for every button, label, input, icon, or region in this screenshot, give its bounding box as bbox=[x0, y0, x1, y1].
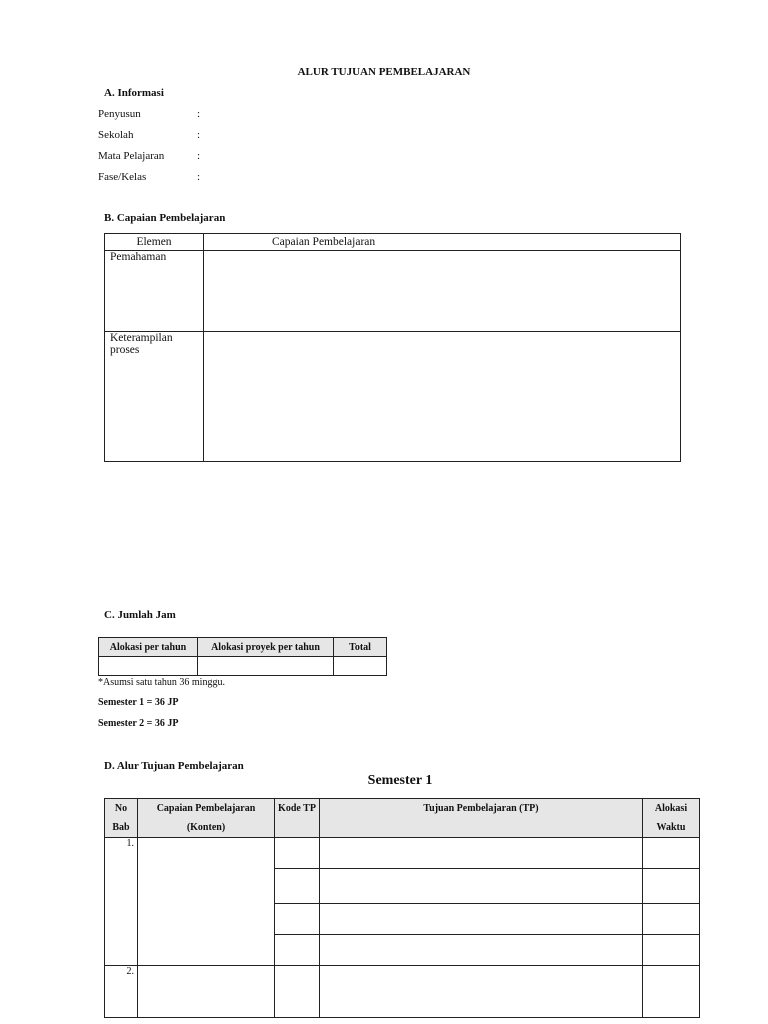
no-bab-cell: 1. bbox=[105, 838, 138, 966]
table-row bbox=[105, 251, 681, 332]
alokasi-tahun-cell bbox=[99, 657, 198, 676]
document-title: ALUR TUJUAN PEMBELAJARAN bbox=[297, 66, 471, 78]
header-tujuan-pembelajaran: Tujuan Pembelajaran (TP) bbox=[320, 799, 643, 838]
section-c-heading: C. Jumlah Jam bbox=[104, 609, 176, 621]
table-row bbox=[105, 966, 700, 1018]
table-header-row bbox=[105, 234, 681, 251]
info-label-sekolah: Sekolah bbox=[98, 129, 134, 141]
info-label-penyusun: Penyusun bbox=[98, 108, 141, 120]
elemen-cell: Pemahaman bbox=[105, 251, 204, 332]
info-label-mata-pelajaran: Mata Pelajaran bbox=[98, 150, 165, 162]
alokasi-cell bbox=[643, 904, 700, 935]
alokasi-cell bbox=[643, 869, 700, 904]
table-row bbox=[99, 657, 387, 676]
no-bab-cell: 2. bbox=[105, 966, 138, 1018]
tujuan-cell bbox=[320, 838, 643, 869]
header-no-bab: No Bab bbox=[105, 799, 138, 838]
capaian-table bbox=[104, 233, 681, 462]
capaian-konten-cell bbox=[138, 838, 275, 966]
asumsi-note: *Asumsi satu tahun 36 minggu. bbox=[98, 677, 225, 688]
alokasi-cell bbox=[643, 935, 700, 966]
section-d-heading: D. Alur Tujuan Pembelajaran bbox=[104, 760, 244, 772]
info-colon: : bbox=[197, 129, 201, 141]
header-capaian: Capaian Pembelajaran bbox=[204, 234, 681, 251]
section-a-heading: A. Informasi bbox=[104, 87, 164, 99]
table-header-row bbox=[105, 799, 700, 838]
section-b-heading: B. Capaian Pembelajaran bbox=[104, 212, 226, 224]
capaian-cell bbox=[204, 251, 681, 332]
semester-1-jp: Semester 1 = 36 JP bbox=[98, 697, 179, 708]
tujuan-cell bbox=[320, 904, 643, 935]
tujuan-cell bbox=[320, 935, 643, 966]
kode-tp-cell bbox=[275, 838, 320, 869]
header-total: Total bbox=[334, 638, 387, 657]
elemen-cell: Keterampilan proses bbox=[105, 332, 204, 462]
jumlah-jam-table bbox=[98, 637, 387, 676]
alokasi-cell bbox=[643, 966, 700, 1018]
table-row bbox=[105, 332, 681, 462]
header-capaian-konten: Capaian Pembelajaran (Konten) bbox=[138, 799, 275, 838]
atp-table bbox=[104, 798, 700, 1018]
info-colon: : bbox=[197, 150, 201, 162]
kode-tp-cell bbox=[275, 904, 320, 935]
header-kode-tp: Kode TP bbox=[275, 799, 320, 838]
header-alokasi-tahun: Alokasi per tahun bbox=[99, 638, 198, 657]
header-alokasi-proyek: Alokasi proyek per tahun bbox=[198, 638, 334, 657]
alokasi-cell bbox=[643, 838, 700, 869]
tujuan-cell bbox=[320, 966, 643, 1018]
semester-title: Semester 1 bbox=[367, 773, 433, 788]
semester-2-jp: Semester 2 = 36 JP bbox=[98, 718, 179, 729]
info-label-fase-kelas: Fase/Kelas bbox=[98, 171, 147, 183]
kode-tp-cell bbox=[275, 966, 320, 1018]
header-alokasi-waktu: Alokasi Waktu bbox=[643, 799, 700, 838]
info-colon: : bbox=[197, 171, 201, 183]
table-row bbox=[105, 838, 700, 869]
alokasi-proyek-cell bbox=[198, 657, 334, 676]
capaian-cell bbox=[204, 332, 681, 462]
table-header-row bbox=[99, 638, 387, 657]
total-cell bbox=[334, 657, 387, 676]
kode-tp-cell bbox=[275, 869, 320, 904]
info-colon: : bbox=[197, 108, 201, 120]
tujuan-cell bbox=[320, 869, 643, 904]
capaian-konten-cell bbox=[138, 966, 275, 1018]
header-elemen: Elemen bbox=[105, 234, 204, 251]
kode-tp-cell bbox=[275, 935, 320, 966]
